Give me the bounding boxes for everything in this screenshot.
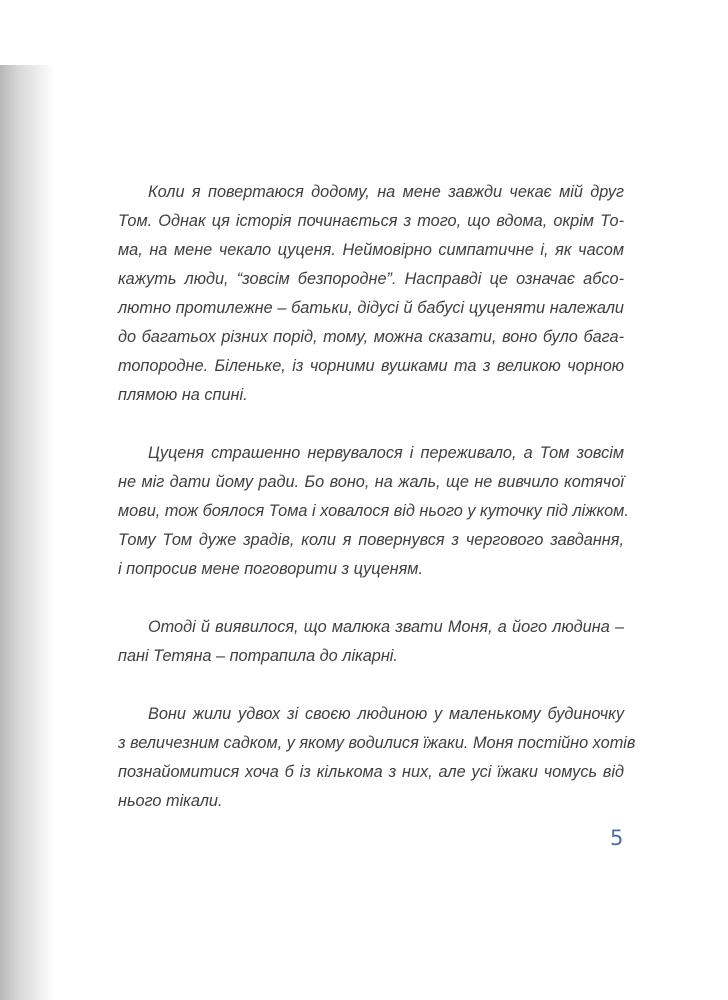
- text-line: Вони жили удвох зі своєю людиною у маленькому будиночку: [148, 705, 624, 723]
- text-line: ма, на мене чекало цуценя. Неймовірно симпатичне і, як часом: [118, 241, 624, 259]
- paragraph: [118, 439, 629, 584]
- text-line: з величезним садком, у якому водилися їжаки. Моня постійно хотів: [118, 734, 636, 752]
- text-line: не міг дати йому ради. Бо воно, на жаль, ще не вивчило котячої: [118, 473, 624, 491]
- page-binding-shadow: [0, 65, 54, 1000]
- text-line: лютно протилежне – батьки, дідусі й бабусі цуценяти належали: [118, 299, 624, 317]
- text-line: плямою на спині.: [118, 386, 248, 404]
- body-text: [118, 178, 636, 845]
- page-number: 5: [610, 826, 624, 850]
- text-line: і попросив мене поговорити з цуценям.: [118, 560, 423, 578]
- text-line: Тому Том дуже зрадів, коли я повернувся з чергового завдання,: [118, 531, 624, 549]
- text-line: мови, тож боялося Тома і ховалося від нього у куточку під ліжком.: [118, 502, 629, 520]
- text-line: Коли я повертаюся додому, на мене завжди чекає мій друг: [148, 183, 624, 201]
- text-line: Том. Однак ця історія починається з того, що вдома, окрім То-: [118, 212, 624, 230]
- text-line: кажуть люди, “зовсім безпородне”. Насправді це означає абсо-: [118, 270, 624, 288]
- text-line: пані Тетяна – потрапила до лікарні.: [118, 647, 398, 665]
- text-line: до багатьох різних порід, тому, можна сказати, воно було бага-: [118, 328, 624, 346]
- text-line: нього тікали.: [118, 792, 223, 810]
- paragraph: [118, 700, 636, 816]
- paragraph: [118, 178, 624, 410]
- text-line: познайомитися хоча б із кількома з них, але усі їжаки чомусь від: [118, 763, 624, 781]
- text-line: Цуценя страшенно нервувалося і переживало, а Том зовсім: [148, 444, 624, 462]
- text-line: Отоді й виявилося, що малюка звати Моня, а його людина –: [148, 618, 624, 636]
- paragraph: [118, 613, 624, 671]
- text-line: топородне. Біленьке, із чорними вушками та з великою чорною: [118, 357, 624, 375]
